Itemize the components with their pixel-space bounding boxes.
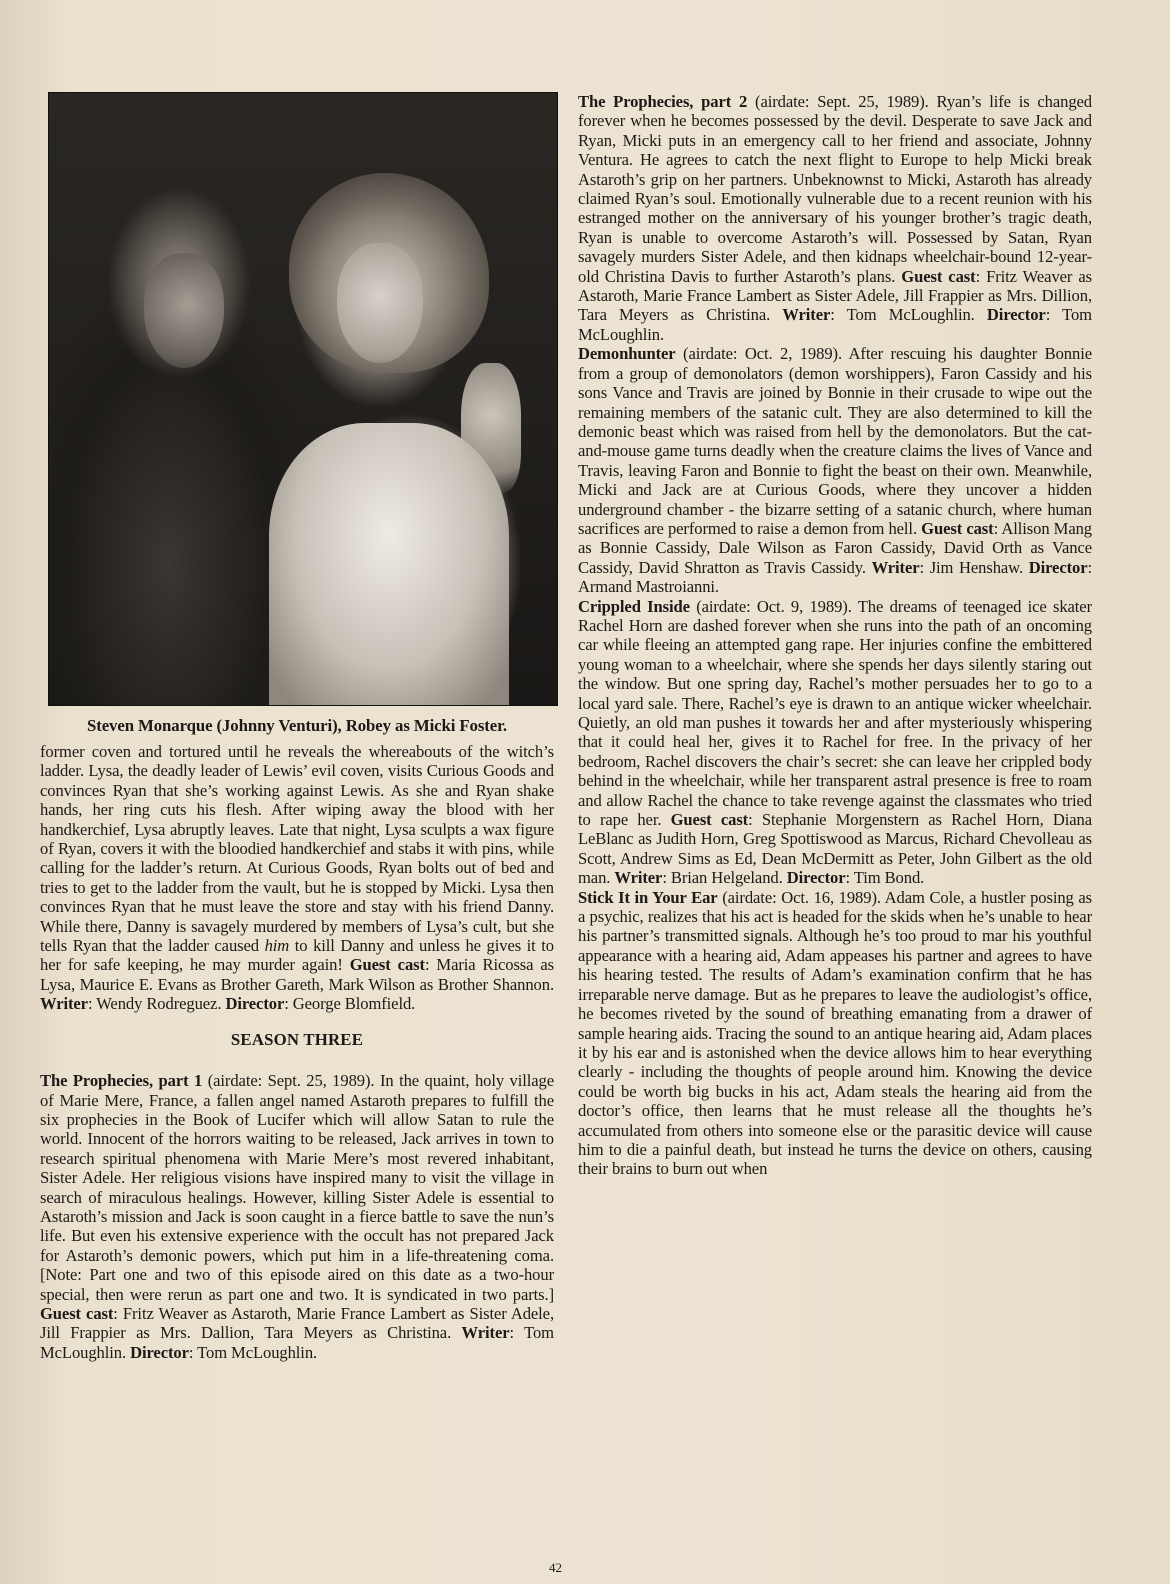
- episode-entry: Demonhunter (airdate: Oct. 2, 1989). After rescuing his daughter Bonnie from a group of demonolators (demon worshippers), Faron Cassidy and his sons Vance and Travis are joined by Bonnie in their crusade to wipe out the remaining members of the satanic cult. They are also determined to kill the demonic beast which was raised from hell by the demonolators. But the cat-and-mouse game turns deadly when the creature claims the lives of Vance and Travis, leaving Faron and Bonnie to fight the beast on their own. Meanwhile, Micki and Jack are at Curious Goods, where they uncover a hidden underground chamber - the bizarre setting of a satanic church, where human sacrifices are performed to raise a demon from hell. Guest cast: Allison Mang as Bonnie Cassidy, Dale Wilson as Faron Cassidy, David Orth as Vance Cassidy, David Shratton as Travis Cassidy. Writer: Jim Henshaw. Director: Armand Mastroianni.: [578, 344, 1092, 597]
- left-column: [40, 92, 554, 1362]
- page-number: 42: [549, 1560, 562, 1575]
- episode-title: Crippled Inside: [578, 596, 690, 616]
- episode-title: Stick It in Your Ear: [578, 887, 718, 907]
- right-column: [578, 92, 1092, 1179]
- section-heading: SEASON THREE: [230, 1029, 364, 1049]
- episode-entry: Crippled Inside (airdate: Oct. 9, 1989). The dreams of teenaged ice skater Rachel Horn are dashed forever when she runs into the path of an oncoming car while fleeing an attempted gang rape. Her injuries confine the embittered young woman to a wheelchair, where she spends her days silently staring out the window. But one spring day, Rachel’s mother persuades her to go to a local yard sale. There, Rachel’s eye is drawn to an antique wicker wheelchair. Quietly, an old man pushes it towards her and after mysteriously whispering that it could heal her, gives it to Rachel for free. In the privacy of her bedroom, Rachel discovers the chair’s secret: she can leave her crippled body behind in the wheelchair, while her transparent astral presence is free to roam and allow Rachel the chance to take revenge against the classmates who tried to rape her. Guest cast: Stephanie Morgenstern as Rachel Horn, Diana LeBlanc as Judith Horn, Greg Spottiswood as Marcus, Richard Chevolleau as Scott, Andrew Sims as Ed, Dean McDermitt as Peter, John Gilbert as the old man. Writer: Brian Helgeland. Director: Tim Bond.: [578, 596, 1092, 888]
- episode-title: The Prophecies, part 2: [578, 92, 748, 111]
- episode-title: The Prophecies, part 1: [40, 1071, 203, 1091]
- continued-episode-text: former coven and tortured until he reveals the whereabouts of the witch’s ladder. Lysa, the deadly leader of Lewis’ evil coven, visits Curious Goods and convinces Ryan that she’s working against Lewis. As she and Ryan shake hands, her ring cuts his flesh. After wiping away the blood with her handkerchief, Lysa abruptly leaves. Late that night, Lysa sculpts a wax figure of Ryan, covers it with the bloodied handkerchief and stabs it with pins, while calling for the ladder’s return. At Curious Goods, Ryan bolts out of bed and tries to get to the ladder from the vault, but he is stopped by Micki. Lysa then convinces Ryan that he must leave the store and stay with his friend Danny. While there, Danny is savagely murdered by members of Lysa’s cult, but she tells Ryan that the ladder caused him to kill Danny and unless he gives it to her for safe keeping, he may murder again! Guest cast: Maria Ricossa as Lysa, Maurice E. Evans as Brother Gareth, Mark Wilson as Brother Shannon. Writer: Wendy Rodreguez. Director: George Blomfield.: [40, 742, 555, 1014]
- episode-entry: Stick It in Your Ear (airdate: Oct. 16, 1989). Adam Cole, a hustler posing as a psychic, realizes that his act is headed for the skids when he’s unable to hear his partner’s transmitted signals. Although he’s too proud to mar his youthful appearance with a hearing aid, Adam appeases his partner and agrees to have his hearing tested. The results of Adam’s examination confirm that he has irreparable nerve damage. But as he prepares to leave the audiologist’s office, he becomes riveted by the sound of breathing emanating from a drawer of sample hearing aids. Tracing the sound to an antique hearing aid, Adam places it by his ear and is astonished when the device allows him to hear everything clearly - including the thoughts of people around him. Knowing the device could be worth big bucks in his act, Adam steals the hearing aid from the doctor’s office, then learns that he must release all the thoughts he’s accumulated from others into someone else or the parasitic device will cause him to die a painful death, but instead he turns the device on others, causing their brains to burn out when: [578, 887, 1092, 1179]
- photo-caption: Steven Monarque (Johnny Venturi), Robey as Micki Foster.: [86, 716, 507, 735]
- episode-title: Demonhunter: [578, 344, 676, 364]
- cast-photo: [48, 92, 558, 706]
- episode-entry: The Prophecies, part 1 (airdate: Sept. 25, 1989). In the quaint, holy village of Marie Mere, France, a fallen angel named Astaroth prepares to fulfill the six prophecies in the Book of Lucifer which will allow Satan to rule the world. Innocent of the horrors waiting to be released, Jack arrives in town to research spiritual phenomena with Marie Mere’s most revered inhabitant, Sister Adele. Her religious visions have inspired many to visit the village in search of miraculous healings. However, killing Sister Adele is essential to Astaroth’s mission and Jack is soon caught in a fierce battle to save the nun’s life. But even his extensive experience with the occult has not prepared Jack for Astaroth’s demonic powers, which put him in a life-threatening coma. [Note: Part one and two of this episode aired on this date as a two-hour special, then were rerun as part one and two. It is syndicated in two parts.] Guest cast: Fritz Weaver as Astaroth, Marie France Lambert as Sister Adele, Jill Frappier as Mrs. Dallion, Tara Meyers as Christina. Writer: Tom McLoughlin. Director: Tom McLoughlin.: [40, 1071, 554, 1362]
- episode-entry: The Prophecies, part 2 (airdate: Sept. 25, 1989). Ryan’s life is changed forever when he becomes possessed by the devil. Desperate to save Jack and Ryan, Micki puts in an emergency call to her friend and associate, Johnny Ventura. He agrees to catch the next flight to Europe to help Micki break Astaroth’s grip on her partners. Unbeknownst to Micki, Astaroth has already claimed Ryan’s soul. Emotionally vulnerable due to a recent reunion with his estranged mother on the anniversary of his younger brother’s tragic death, Ryan is unable to overcome Astaroth’s will. Possessed by Satan, Ryan savagely murders Sister Adele, and then kidnaps wheelchair-bound 12-year-old Christina Davis to further Astaroth’s plans. Guest cast: Fritz Weaver as Astaroth, Marie France Lambert as Sister Adele, Jill Frappier as Mrs. Dillion, Tara Meyers as Christina. Writer: Tom McLoughlin. Director: Tom McLoughlin.: [578, 92, 1092, 344]
